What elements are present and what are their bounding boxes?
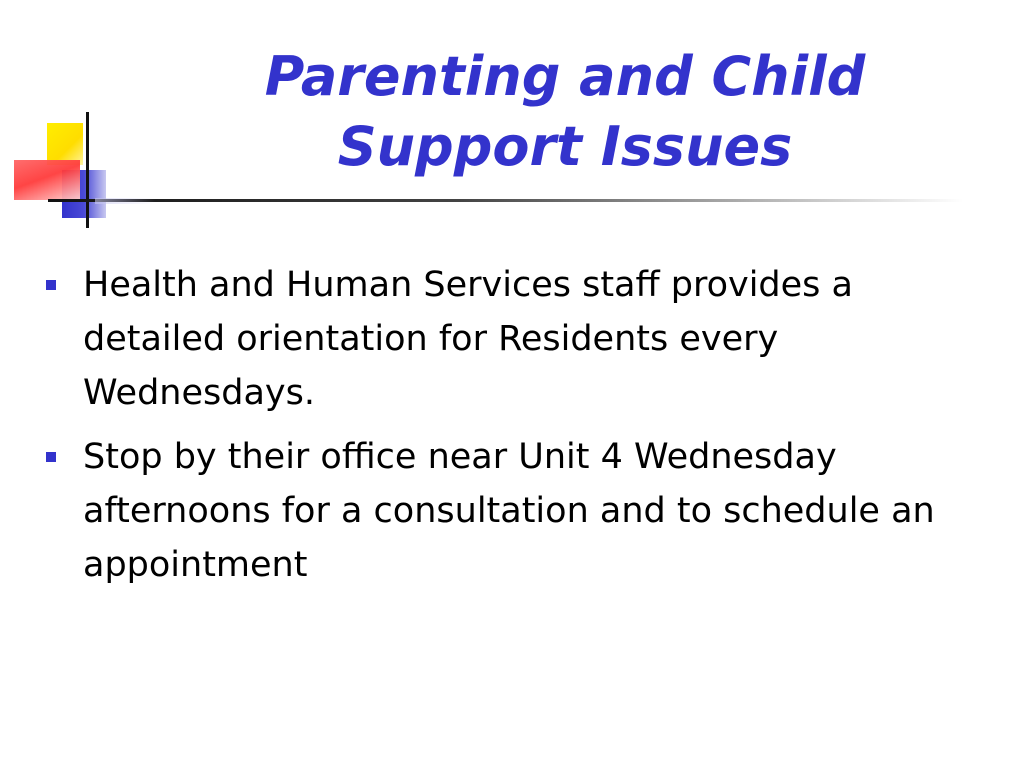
title-underline xyxy=(48,199,963,202)
square-bullet-icon xyxy=(46,452,56,462)
slide-title xyxy=(170,42,960,182)
decor-vertical-line xyxy=(86,112,89,228)
square-bullet-icon xyxy=(46,280,56,290)
bullet-text: Health and Human Services staff provides a detailed orientation for Residents every Wednesdays. xyxy=(83,265,853,413)
bullet-list xyxy=(46,258,986,602)
title-line-2: Support Issues xyxy=(337,115,793,178)
decor-yellow-square xyxy=(47,123,83,165)
bullet-text: Stop by their office near Unit 4 Wednesday afternoons for a consultation and to schedule an appointment xyxy=(83,437,935,585)
decor-red-square xyxy=(14,160,80,200)
bullet-item xyxy=(46,430,986,592)
decor-line-highlight xyxy=(95,198,155,204)
title-line-1: Parenting and Child xyxy=(264,45,866,108)
bullet-item xyxy=(46,258,986,420)
